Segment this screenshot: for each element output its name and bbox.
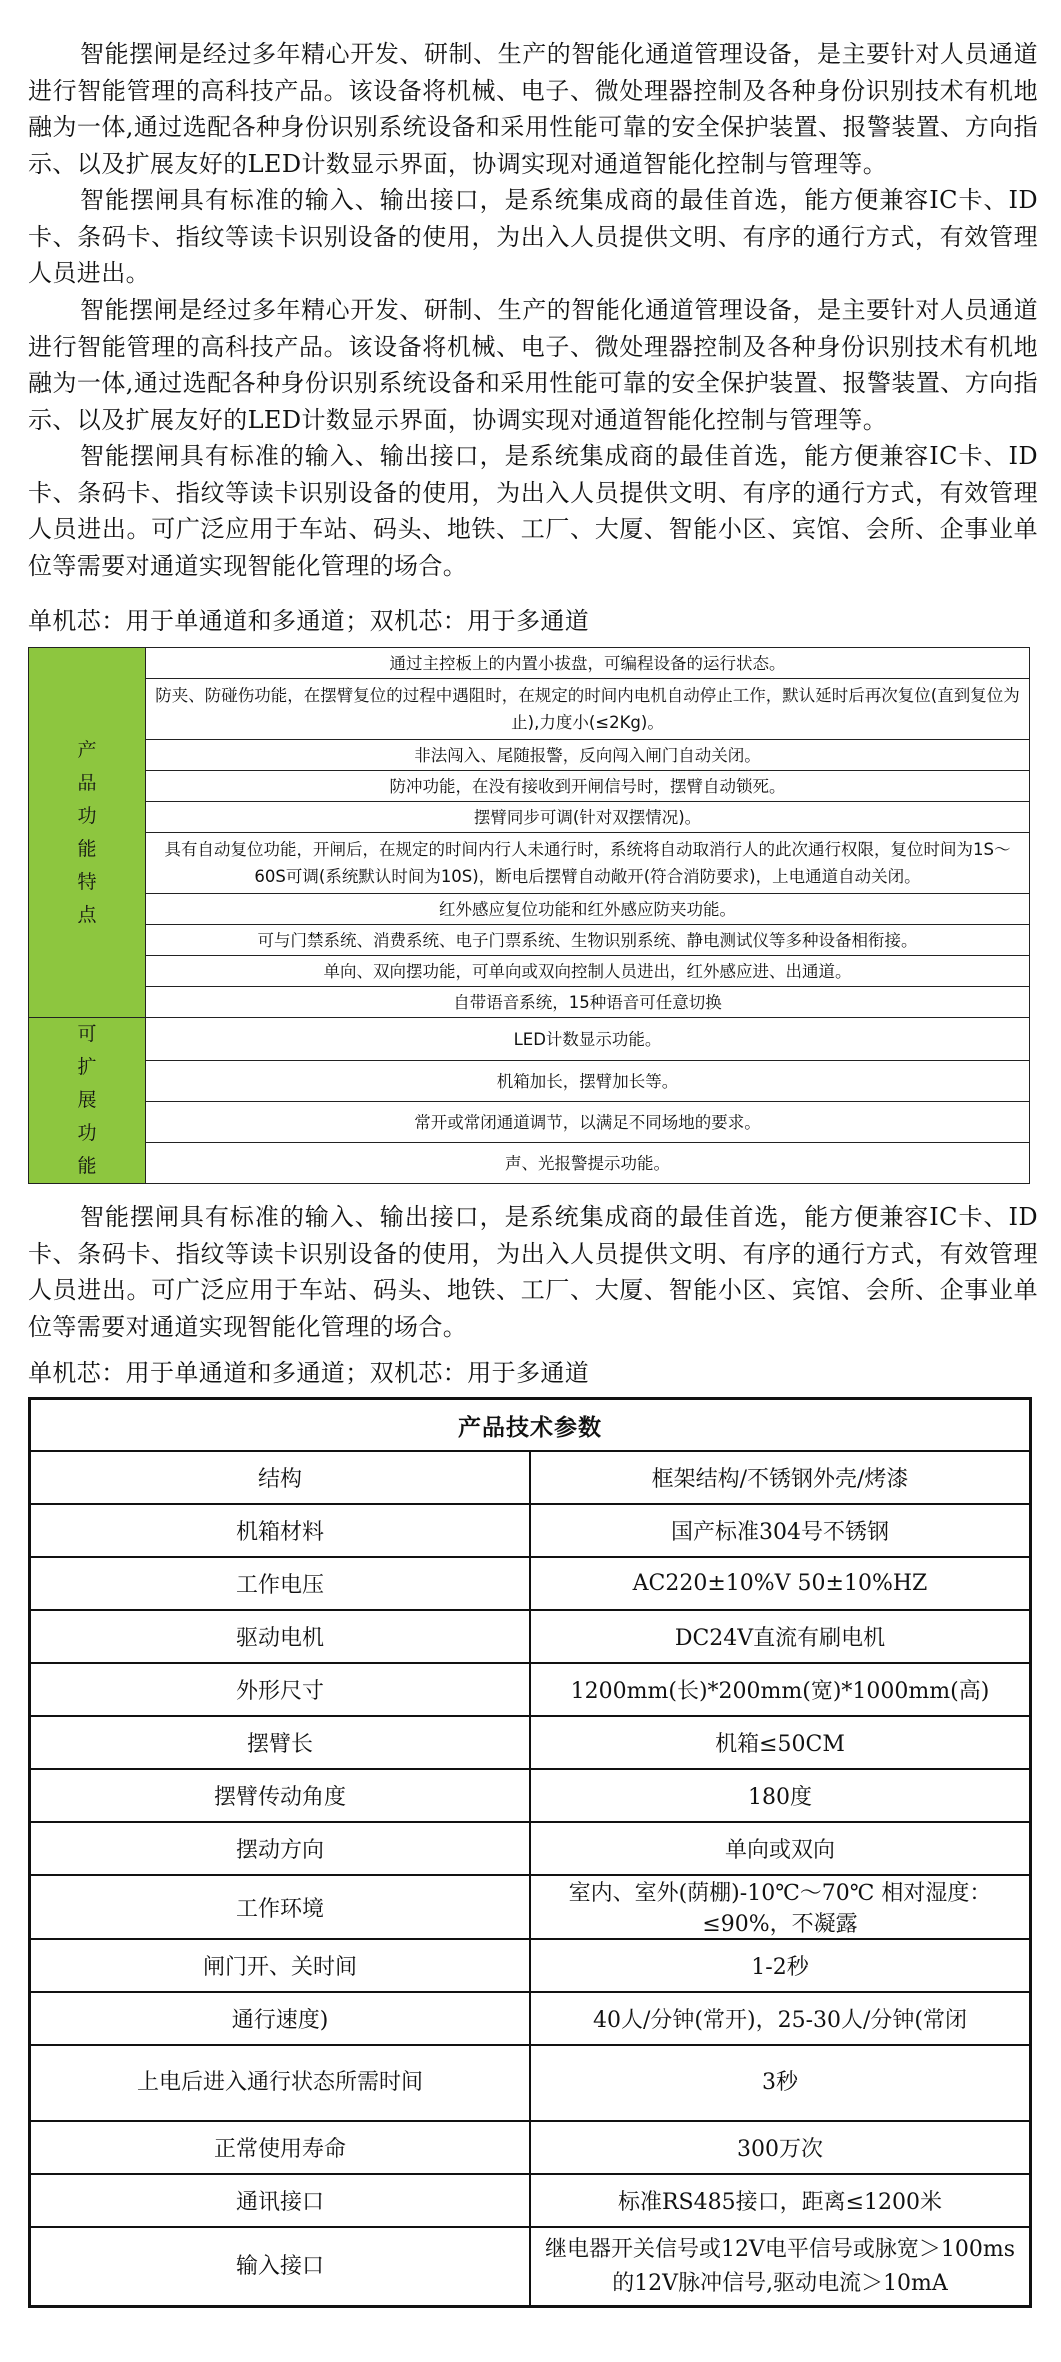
spec-key: 外形尺寸 — [30, 1663, 531, 1716]
label-char: 功 — [77, 1122, 97, 1144]
spec-key: 结构 — [30, 1451, 531, 1504]
spec-key: 驱动电机 — [30, 1610, 531, 1663]
spec-value: 继电器开关信号或12V电平信号或脉宽＞100ms的12V脉冲信号,驱动电流＞10mA — [530, 2227, 1031, 2307]
expandable-item: LED计数显示功能。 — [146, 1018, 1030, 1061]
expandable-item: 常开或常闭通道调节，以满足不同场地的要求。 — [146, 1102, 1030, 1143]
spec-row — [30, 1769, 1031, 1822]
spec-value: 室内、室外(荫棚)-10℃～70℃ 相对湿度：≤90%，不凝露 — [530, 1875, 1031, 1939]
spec-row — [30, 2045, 1031, 2121]
spec-row — [30, 1451, 1031, 1504]
spec-key: 上电后进入通行状态所需时间 — [30, 2045, 531, 2121]
label-char: 品 — [77, 771, 97, 794]
spec-row — [30, 1875, 1031, 1939]
spec-value: 机箱≤50CM — [530, 1716, 1031, 1769]
spec-key: 摆臂传动角度 — [30, 1769, 531, 1822]
spec-value: 1200mm(长)*200mm(宽)*1000mm(高) — [530, 1663, 1031, 1716]
spec-value: 180度 — [530, 1769, 1031, 1822]
chip-note: 单机芯：用于单通道和多通道；双机芯：用于多通道 — [28, 1359, 590, 1387]
spec-value: 标准RS485接口，距离≤1200米 — [530, 2174, 1031, 2227]
spec-value: 40人/分钟(常开)，25-30人/分钟(常闭 — [530, 1992, 1031, 2045]
feature-item: 红外感应复位功能和红外感应防夹功能。 — [146, 894, 1030, 925]
spec-row — [30, 2174, 1031, 2227]
spec-table — [28, 1397, 1032, 2308]
label-char: 特 — [77, 870, 97, 893]
spec-key: 工作电压 — [30, 1557, 531, 1610]
spec-key: 工作环境 — [30, 1875, 531, 1939]
spec-row — [30, 1504, 1031, 1557]
application-paragraph: 智能摆闸具有标准的输入、输出接口，是系统集成商的最佳首选，能方便兼容IC卡、ID卡、条码卡、指纹等读卡识别设备的使用，为出入人员提供文明、有序的通行方式，有效管理人员进出。可广泛应用于车站、码头、地铁、工厂、大厦、智能小区、宾馆、会所、企事业单位等需要对通道实现智能化管理的场合。 — [28, 1203, 1038, 1341]
label-char: 能 — [77, 837, 97, 860]
feature-item: 自带语音系统，15种语音可任意切换 — [146, 987, 1030, 1018]
spec-row — [30, 1663, 1031, 1716]
spec-value: 框架结构/不锈钢外壳/烤漆 — [530, 1451, 1031, 1504]
label-char: 能 — [77, 1155, 97, 1177]
feature-item: 单向、双向摆功能，可单向或双向控制人员进出，红外感应进、出通道。 — [146, 956, 1030, 987]
spec-row — [30, 1992, 1031, 2045]
label-char: 产 — [77, 738, 97, 761]
label-char: 功 — [77, 804, 97, 827]
spec-row — [30, 2121, 1031, 2174]
spec-row — [30, 1610, 1031, 1663]
spec-row — [30, 1939, 1031, 1992]
spec-key: 摆动方向 — [30, 1822, 531, 1875]
label-char: 展 — [77, 1089, 97, 1111]
expandable-item: 声、光报警提示功能。 — [146, 1143, 1030, 1184]
spec-value: AC220±10%V 50±10%HZ — [530, 1557, 1031, 1610]
spec-row — [30, 2227, 1031, 2307]
feature-item: 摆臂同步可调(针对双摆情况)。 — [146, 802, 1030, 833]
feature-item: 非法闯入、尾随报警，反向闯入闸门自动关闭。 — [146, 740, 1030, 771]
spec-value: 3秒 — [530, 2045, 1031, 2121]
spec-row — [30, 1822, 1031, 1875]
spec-value: 单向或双向 — [530, 1822, 1031, 1875]
spec-row — [30, 1557, 1031, 1610]
spec-table-title: 产品技术参数 — [30, 1399, 1031, 1452]
spec-key: 摆臂长 — [30, 1716, 531, 1769]
spec-value: DC24V直流有刷电机 — [530, 1610, 1031, 1663]
intro-paragraph-4: 智能摆闸具有标准的输入、输出接口，是系统集成商的最佳首选，能方便兼容IC卡、ID卡、条码卡、指纹等读卡识别设备的使用，为出入人员提供文明、有序的通行方式，有效管理人员进出。可广泛应用于车站、码头、地铁、工厂、大厦、智能小区、宾馆、会所、企事业单位等需要对通道实现智能化管理的场合。 — [28, 442, 1038, 580]
label-char: 可 — [77, 1023, 97, 1045]
intro-paragraph-3: 智能摆闸是经过多年精心开发、研制、生产的智能化通道管理设备，是主要针对人员通道进行智能管理的高科技产品。该设备将机械、电子、微处理器控制及各种身份识别技术有机地融为一体,通过选配各种身份识别系统设备和采用性能可靠的安全保护装置、报警装置、方向指示、以及扩展友好的LED计数显示界面，协调实现对通道智能化控制与管理等。 — [28, 296, 1038, 434]
spec-key: 通讯接口 — [30, 2174, 531, 2227]
feature-item: 防夹、防碰伤功能，在摆臂复位的过程中遇阻时，在规定的时间内电机自动停止工作，默认延时后再次复位(直到复位为止),力度小(≤2Kg)。 — [146, 679, 1030, 740]
feature-item: 防冲功能，在没有接收到开闸信号时，摆臂自动锁死。 — [146, 771, 1030, 802]
feature-table — [28, 647, 1030, 1184]
spec-value: 国产标准304号不锈钢 — [530, 1504, 1031, 1557]
spec-key: 通行速度) — [30, 1992, 531, 2045]
label-char: 点 — [77, 903, 97, 926]
feature-item: 可与门禁系统、消费系统、电子门票系统、生物识别系统、静电测试仪等多种设备相衔接。 — [146, 925, 1030, 956]
expandable-features-label — [29, 1018, 146, 1184]
spec-key: 正常使用寿命 — [30, 2121, 531, 2174]
spec-value: 300万次 — [530, 2121, 1031, 2174]
spec-key: 闸门开、关时间 — [30, 1939, 531, 1992]
spec-key: 输入接口 — [30, 2227, 531, 2307]
intro-paragraph-2: 智能摆闸具有标准的输入、输出接口，是系统集成商的最佳首选，能方便兼容IC卡、ID卡、条码卡、指纹等读卡识别设备的使用，为出入人员提供文明、有序的通行方式，有效管理人员进出。 — [28, 186, 1038, 287]
feature-item: 具有自动复位功能，开闸后，在规定的时间内行人未通行时，系统将自动取消行人的此次通行权限，复位时间为1S～60S可调(系统默认时间为10S)，断电后摆臂自动敞开(符合消防要求)，上电通道自动关闭。 — [146, 833, 1030, 894]
spec-value: 1-2秒 — [530, 1939, 1031, 1992]
product-features-label — [29, 648, 146, 1018]
chip-note: 单机芯：用于单通道和多通道；双机芯：用于多通道 — [28, 607, 590, 635]
expandable-item: 机箱加长，摆臂加长等。 — [146, 1061, 1030, 1102]
spec-row — [30, 1716, 1031, 1769]
feature-item: 通过主控板上的内置小拔盘，可编程设备的运行状态。 — [146, 648, 1030, 679]
spec-key: 机箱材料 — [30, 1504, 531, 1557]
label-char: 扩 — [77, 1056, 97, 1078]
intro-paragraph-1: 智能摆闸是经过多年精心开发、研制、生产的智能化通道管理设备，是主要针对人员通道进行智能管理的高科技产品。该设备将机械、电子、微处理器控制及各种身份识别技术有机地融为一体,通过选配各种身份识别系统设备和采用性能可靠的安全保护装置、报警装置、方向指示、以及扩展友好的LED计数显示界面，协调实现对通道智能化控制与管理等。 — [28, 40, 1038, 178]
